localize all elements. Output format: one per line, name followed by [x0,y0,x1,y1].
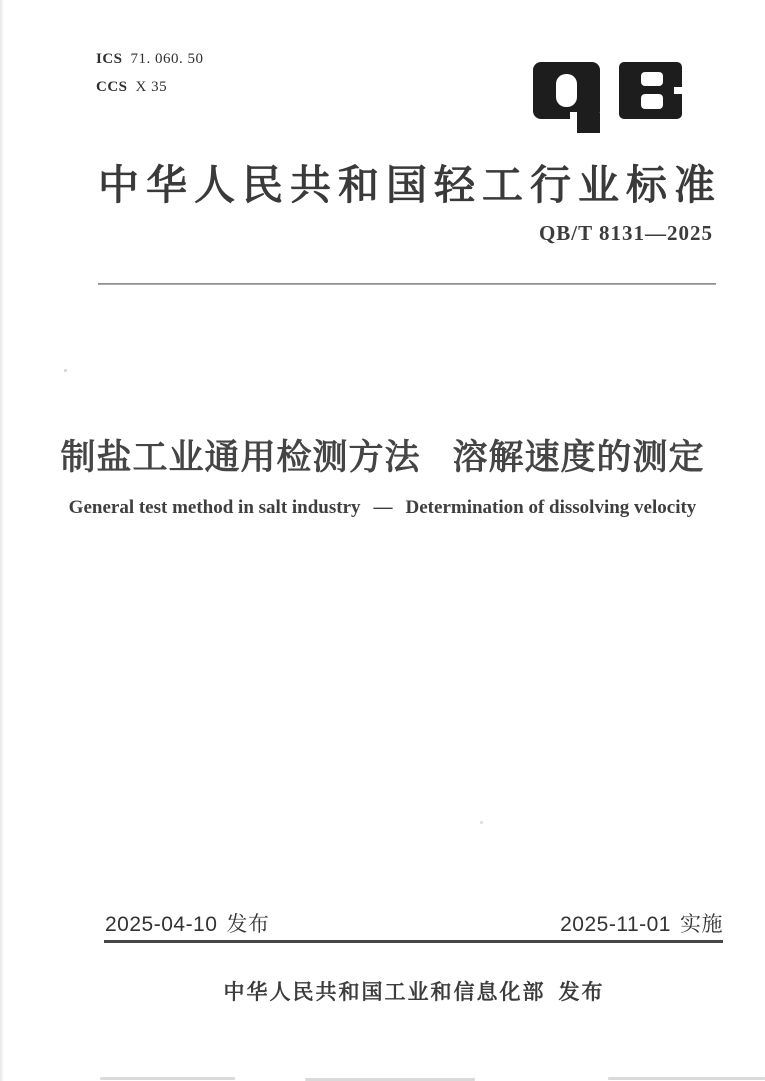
issue-date-group [105,908,269,938]
qb-logo [533,62,682,119]
title-cn-part1: 制盐工业通用检测方法 [60,438,421,477]
ics-label: ICS [96,51,123,67]
issue-date: 2025-04-10 [105,913,218,936]
logo-letter-q-icon [533,62,600,119]
publisher-name: 中华人民共和国工业和信息化部 [223,981,546,1004]
ccs-value: X 35 [135,78,168,95]
scan-speck [480,821,483,824]
classification-codes [96,46,204,102]
scan-speck [64,369,67,372]
header-divider-line [98,283,716,285]
implement-label: 实施 [680,913,723,936]
ccs-label: CCS [96,78,128,95]
title-cn-part2: 溶解速度的测定 [452,438,705,477]
title-en-part2: Determination of dissolving velocity [405,497,697,518]
standard-body-title: 中华人民共和国轻工行业标准 [98,162,722,208]
document-title-english [0,497,765,519]
document-title-chinese [0,430,765,480]
issue-label: 发布 [226,913,270,936]
logo-letter-b-icon [619,62,682,119]
dates-band [105,908,723,938]
scan-edge-shadow [0,0,4,1081]
qb-logo-text [533,62,534,63]
title-en-dash: — [373,497,393,518]
title-en-part1: General test method in salt industry [68,497,361,518]
ccs-code-line [96,74,204,102]
scan-artifact [100,1077,235,1080]
publisher-line [105,976,723,1006]
standard-number: QB/T 8131—2025 [538,221,713,245]
publisher-action-label: 发布 [558,981,605,1004]
scan-artifact [608,1077,765,1080]
ics-code-line [96,46,204,74]
ics-value: 71. 060. 50 [130,51,204,67]
footer-divider-line [104,940,723,943]
implement-date: 2025-11-01 [560,913,671,936]
implement-date-group [560,908,723,938]
